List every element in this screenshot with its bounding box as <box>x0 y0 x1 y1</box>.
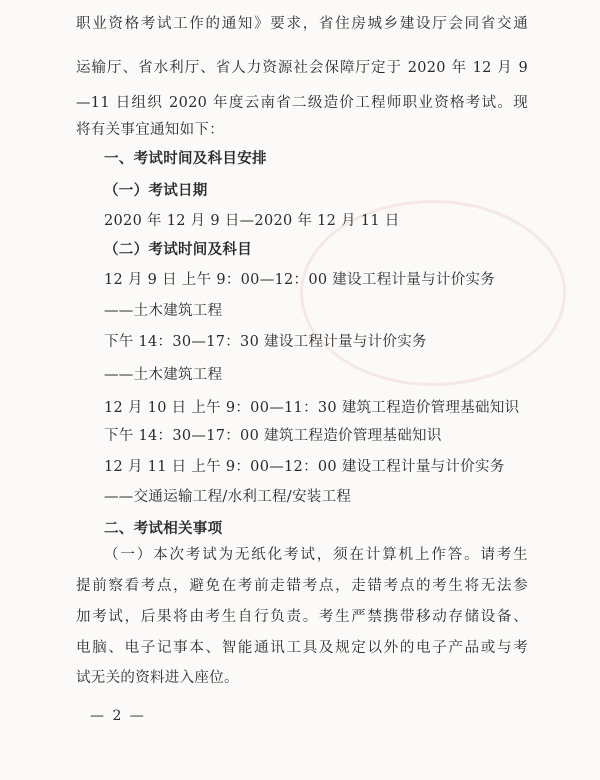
page-number: — 2 — <box>90 708 146 724</box>
para-line-5: 试无关的资料进入座位。 <box>76 670 239 686</box>
schedule-line-7: 12 月 11 日 上午 9：00—12：00 建设工程计量与计价实务 <box>104 459 505 475</box>
body-line-4: 将有关事宜通知如下： <box>76 122 224 138</box>
subsection-heading-1: （一）考试日期 <box>104 183 208 199</box>
schedule-line-5: 12 月 10 日 上午 9：00—11：30 建筑工程造价管理基础知识 <box>104 400 520 416</box>
schedule-line-4: ——土木建筑工程 <box>104 367 223 383</box>
exam-date-line: 2020 年 12 月 9 日—2020 年 12 月 11 日 <box>104 213 400 229</box>
para-line-1: （一）本次考试为无纸化考试，须在计算机上作答。请考生 <box>104 547 528 563</box>
section-heading-1: 一、考试时间及科目安排 <box>104 151 267 167</box>
body-line-2: 运输厅、省水利厅、省人力资源社会保障厅定于 2020 年 12 月 9 <box>76 60 528 76</box>
body-line-1: 职业资格考试工作的通知》要求，省住房城乡建设厅会同省交通 <box>76 16 528 32</box>
para-line-3: 加考试，后果将由考生自行负责。考生严禁携带移动存储设备、 <box>76 609 528 625</box>
schedule-line-1: 12 月 9 日 上午 9：00—12：00 建设工程计量与计价实务 <box>104 272 496 288</box>
schedule-line-8: ——交通运输工程/水利工程/安装工程 <box>104 489 352 505</box>
para-line-2: 提前察看考点，避免在考前走错考点，走错考点的考生将无法参 <box>76 578 528 594</box>
subsection-heading-2: （二）考试时间及科目 <box>104 242 252 258</box>
section-heading-2: 二、考试相关事项 <box>104 521 223 537</box>
body-line-3: —11 日组织 2020 年度云南省二级造价工程师职业资格考试。现 <box>76 95 528 111</box>
schedule-line-3: 下午 14：30—17：30 建设工程计量与计价实务 <box>104 334 427 350</box>
schedule-line-6: 下午 14：30—17：00 建筑工程造价管理基础知识 <box>104 428 442 444</box>
para-line-4: 电脑、电子记事本、智能通讯工具及规定以外的电子产品或与考 <box>76 640 528 656</box>
schedule-line-2: ——土木建筑工程 <box>104 303 223 319</box>
